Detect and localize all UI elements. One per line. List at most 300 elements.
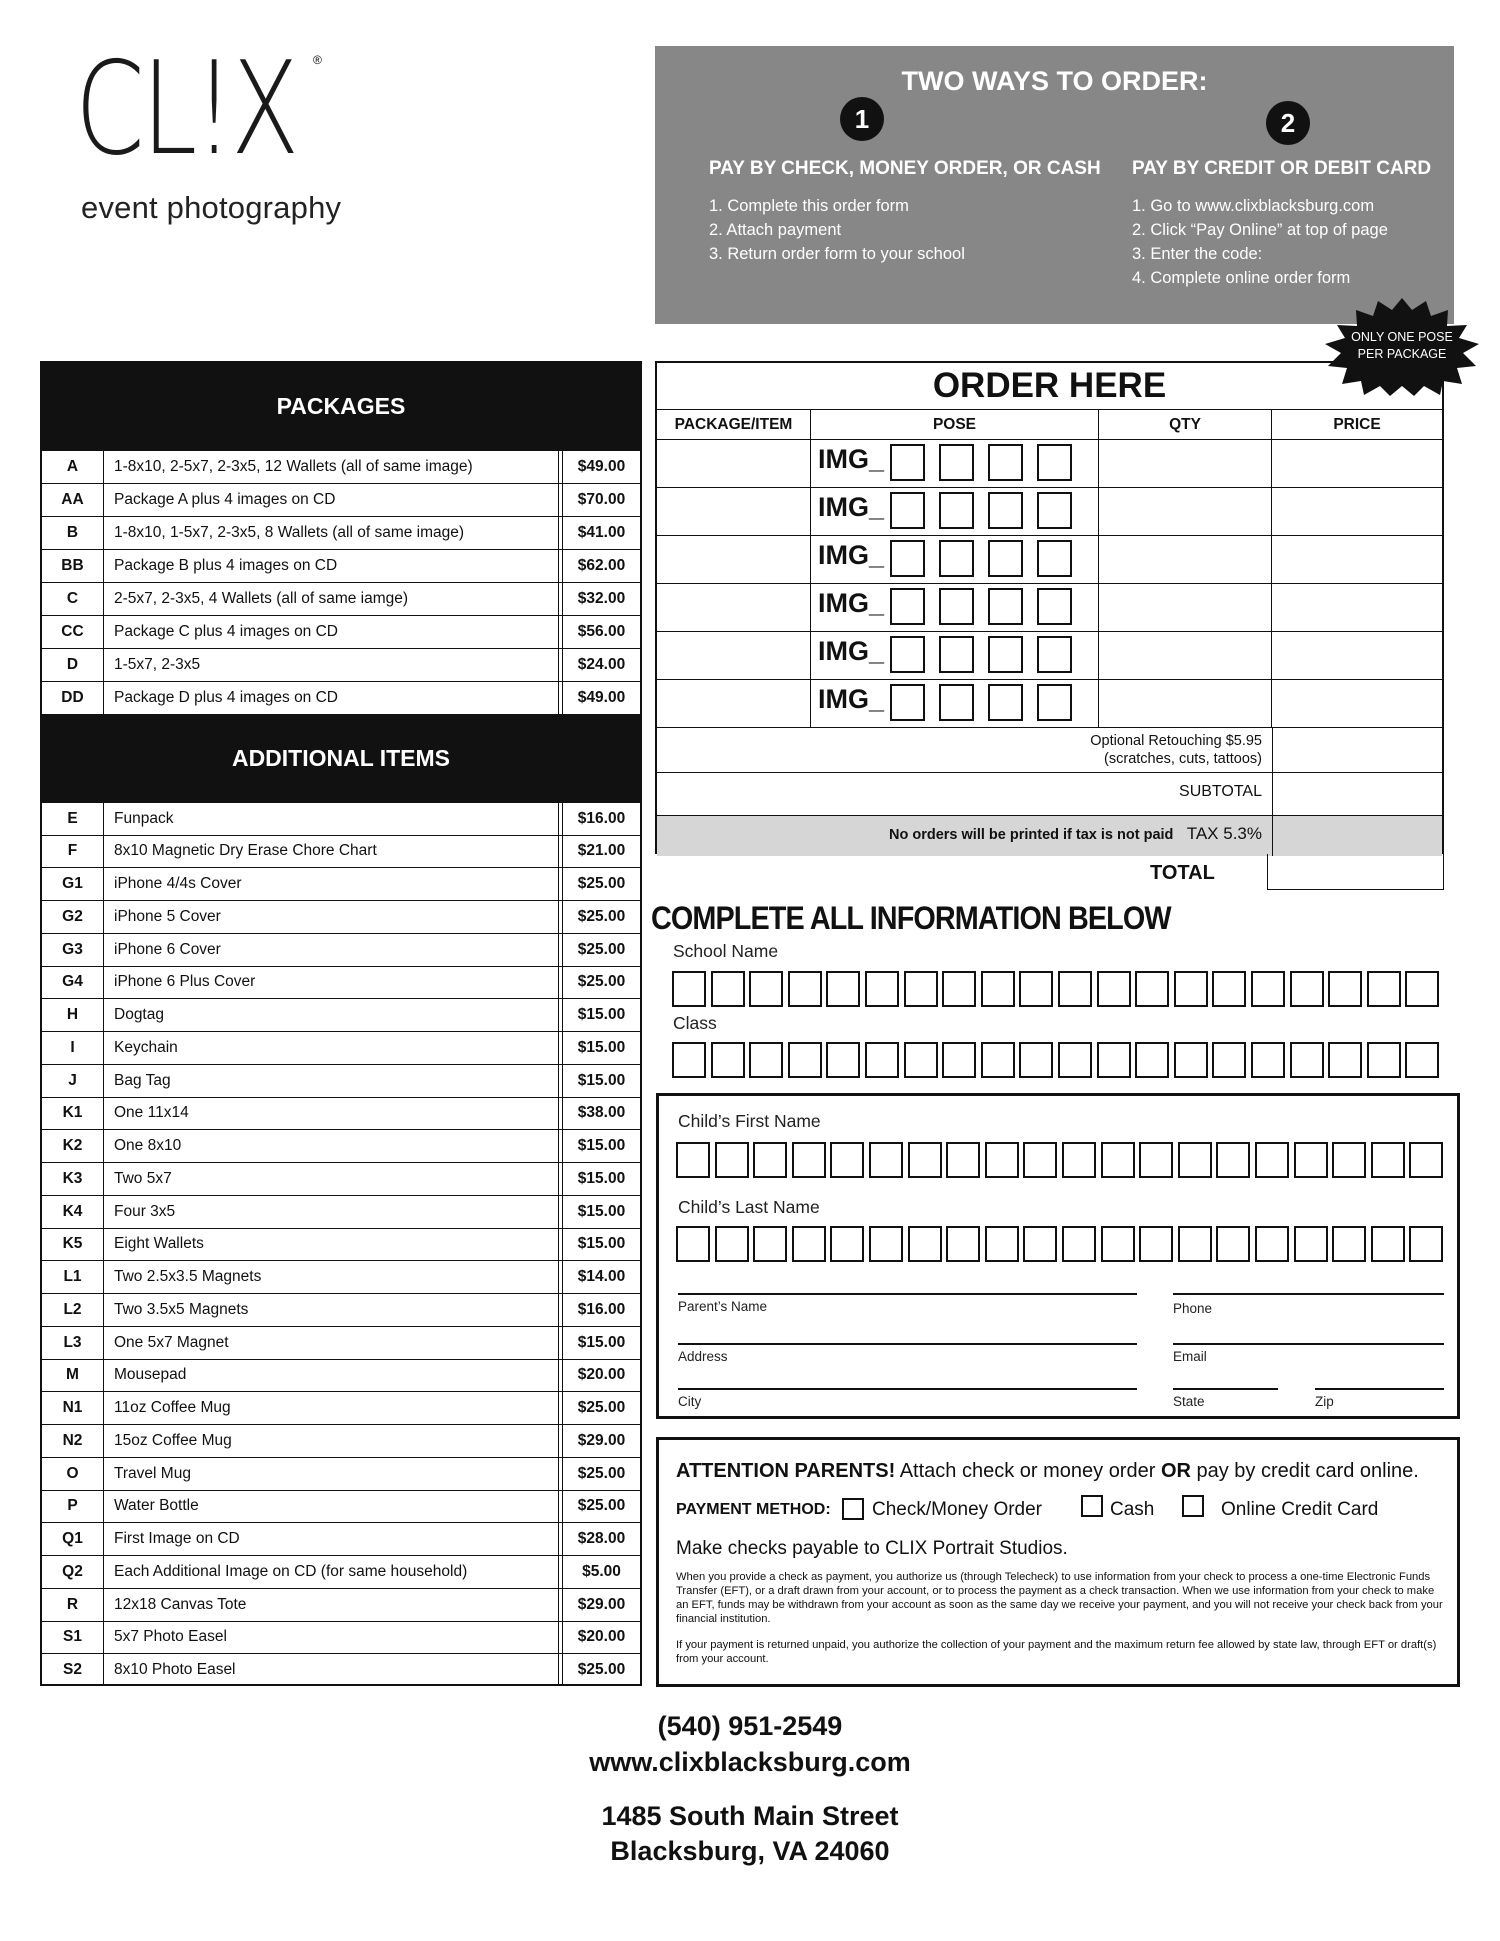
item-description: Four 3x5	[114, 1203, 176, 1220]
table-row	[42, 933, 640, 966]
pose-digit-box[interactable]	[890, 444, 925, 481]
table-row	[42, 1391, 640, 1424]
character-box[interactable]	[865, 1042, 899, 1078]
child-info-box	[656, 1093, 1460, 1419]
item-price: $15.00	[562, 1065, 640, 1097]
item-code: I	[42, 1032, 104, 1064]
character-box[interactable]	[985, 1142, 1019, 1178]
character-box[interactable]	[830, 1142, 864, 1178]
table-row	[42, 1097, 640, 1129]
table-row	[42, 582, 640, 615]
character-box[interactable]	[826, 971, 860, 1007]
pose-digit-box[interactable]	[1037, 540, 1072, 577]
character-box[interactable]	[1371, 1142, 1405, 1178]
class-label: Class	[673, 1013, 717, 1033]
item-price: $24.00	[562, 649, 640, 681]
character-box[interactable]	[1062, 1142, 1096, 1178]
img-prefix: IMG_	[818, 540, 885, 570]
character-box[interactable]	[1139, 1226, 1173, 1262]
cash-label: Cash	[1110, 1499, 1155, 1520]
character-box[interactable]	[1405, 971, 1439, 1007]
pose-digit-box[interactable]	[1037, 684, 1072, 721]
item-code: S1	[42, 1622, 104, 1653]
table-row	[42, 1555, 640, 1588]
item-description: Keychain	[114, 1039, 178, 1056]
email-label: Email	[1173, 1349, 1207, 1364]
checks-payable-text: Make checks payable to CLIX Portrait Studios.	[676, 1538, 1068, 1559]
item-price: $5.00	[562, 1556, 640, 1588]
character-box[interactable]	[942, 971, 976, 1007]
ways-title: TWO WAYS TO ORDER:	[901, 66, 1208, 96]
table-row	[42, 1588, 640, 1621]
character-box[interactable]	[792, 1142, 826, 1178]
item-price: $25.00	[562, 967, 640, 998]
character-box[interactable]	[1019, 971, 1053, 1007]
character-box[interactable]	[1294, 1226, 1328, 1262]
option-1-number: 1	[840, 97, 884, 141]
table-row	[42, 1195, 640, 1228]
character-box[interactable]	[1332, 1142, 1366, 1178]
character-box[interactable]	[1255, 1226, 1289, 1262]
order-row[interactable]	[657, 535, 1442, 583]
address-line[interactable]	[678, 1343, 1137, 1345]
pose-digit-box[interactable]	[988, 444, 1023, 481]
attention-heading	[676, 1460, 1419, 1483]
subtotal-row	[657, 772, 1442, 815]
character-box[interactable]	[1174, 1042, 1208, 1078]
table-row	[42, 1490, 640, 1522]
item-price: $25.00	[562, 1458, 640, 1490]
character-box[interactable]	[788, 1042, 822, 1078]
option-1-step: 2. Attach payment	[709, 221, 842, 239]
item-price: $15.00	[562, 999, 640, 1031]
character-box[interactable]	[1367, 1042, 1401, 1078]
item-code: B	[42, 517, 104, 549]
table-row	[42, 516, 640, 549]
attention-box	[656, 1437, 1460, 1687]
character-box[interactable]	[1371, 1226, 1405, 1262]
additional-items-heading: ADDITIONAL ITEMS	[42, 714, 640, 802]
pose-digit-box[interactable]	[1037, 444, 1072, 481]
character-box[interactable]	[1097, 1042, 1131, 1078]
table-row	[42, 1260, 640, 1293]
item-description: Bag Tag	[114, 1072, 171, 1089]
item-price: $15.00	[562, 1327, 640, 1359]
character-box[interactable]	[1135, 971, 1169, 1007]
last-name-label: Child’s Last Name	[678, 1197, 820, 1217]
option-2-step: 2. Click “Pay Online” at top of page	[1132, 221, 1388, 239]
item-price: $25.00	[562, 901, 640, 933]
info-title: COMPLETE ALL INFORMATION BELOW	[651, 900, 1171, 936]
option-2-step: 1. Go to www.clixblacksburg.com	[1132, 197, 1375, 215]
character-box[interactable]	[711, 971, 745, 1007]
item-description: Two 5x7	[114, 1170, 172, 1187]
item-price: $25.00	[562, 1491, 640, 1522]
eft-fine-print: When you provide a check as payment, you authorize us (through Telecheck) to use information from your check to process a one-time Electronic Funds Transfer (EFT), or a draft drawn from your account, or to process the payment as a check transaction. When we use information from your check to make an EFT, funds may be withdrawn from your account as soon as the same day we receive your payment, and you will not receive your check back from your financial institution.	[676, 1571, 1443, 1625]
option-1-step: 1. Complete this order form	[709, 197, 909, 215]
item-price: $49.00	[562, 451, 640, 483]
item-price: $38.00	[562, 1098, 640, 1129]
table-row	[42, 1293, 640, 1326]
pose-digit-box[interactable]	[890, 540, 925, 577]
item-description: Two 3.5x5 Magnets	[114, 1301, 249, 1318]
character-box[interactable]	[869, 1142, 903, 1178]
option-2-number: 2	[1266, 101, 1310, 145]
table-row	[42, 615, 640, 648]
packages-table	[40, 361, 642, 1686]
attention-text-1: Attach check or money order	[895, 1460, 1161, 1482]
item-code: K1	[42, 1098, 104, 1129]
character-box[interactable]	[1216, 1142, 1250, 1178]
table-row	[42, 1653, 640, 1686]
item-code: F	[42, 836, 104, 867]
item-price: $15.00	[562, 1229, 640, 1260]
table-row	[42, 966, 640, 998]
character-box[interactable]	[715, 1226, 749, 1262]
item-code: E	[42, 803, 104, 835]
img-prefix: IMG_	[818, 636, 885, 666]
item-code: N2	[42, 1425, 104, 1457]
character-box[interactable]	[1097, 971, 1131, 1007]
character-box[interactable]	[946, 1226, 980, 1262]
item-code: G1	[42, 868, 104, 900]
character-box[interactable]	[1409, 1142, 1443, 1178]
item-description: 1-5x7, 2-3x5	[114, 656, 201, 673]
character-box[interactable]	[830, 1226, 864, 1262]
tax-row	[657, 815, 1442, 856]
item-code: K3	[42, 1163, 104, 1195]
logo-mark: CL!X	[75, 35, 297, 184]
character-box[interactable]	[1328, 971, 1362, 1007]
item-code: CC	[42, 616, 104, 648]
character-box[interactable]	[792, 1226, 826, 1262]
item-code: L2	[42, 1294, 104, 1326]
character-box[interactable]	[1178, 1142, 1212, 1178]
item-price: $32.00	[562, 583, 640, 615]
character-box[interactable]	[749, 971, 783, 1007]
character-box[interactable]	[1216, 1226, 1250, 1262]
character-box[interactable]	[1294, 1142, 1328, 1178]
first-name-label: Child’s First Name	[678, 1111, 821, 1131]
pose-digit-box[interactable]	[988, 492, 1023, 529]
check-money-order-label: Check/Money Order	[872, 1499, 1043, 1520]
retouch-line-1: Optional Retouching $5.95	[1090, 733, 1262, 749]
table-row	[42, 681, 640, 714]
character-box[interactable]	[672, 1042, 706, 1078]
clix-logo	[75, 35, 375, 245]
character-box[interactable]	[1251, 971, 1285, 1007]
table-row	[42, 1424, 640, 1457]
item-description: One 8x10	[114, 1137, 182, 1154]
item-code: C	[42, 583, 104, 615]
character-box[interactable]	[676, 1226, 710, 1262]
retouch-text	[1090, 732, 1262, 768]
character-box[interactable]	[749, 1042, 783, 1078]
pose-digit-box[interactable]	[939, 588, 974, 625]
character-box[interactable]	[869, 1226, 903, 1262]
character-box[interactable]	[865, 971, 899, 1007]
character-box[interactable]	[1019, 1042, 1053, 1078]
pose-digit-box[interactable]	[1037, 636, 1072, 673]
item-description: Package C plus 4 images on CD	[114, 623, 339, 640]
character-box[interactable]	[1135, 1042, 1169, 1078]
character-box[interactable]	[1101, 1226, 1135, 1262]
item-description: 15oz Coffee Mug	[114, 1432, 232, 1449]
character-box[interactable]	[676, 1142, 710, 1178]
item-price: $49.00	[562, 682, 640, 714]
online-credit-card-checkbox[interactable]	[1182, 1495, 1204, 1517]
item-description: Water Bottle	[114, 1497, 199, 1514]
item-code: L3	[42, 1327, 104, 1359]
character-box[interactable]	[1367, 971, 1401, 1007]
character-box[interactable]	[1328, 1042, 1362, 1078]
returned-payment-fine-print: If your payment is returned unpaid, you authorize the collection of your payment and the maximum return fee allowed by state law, through EFT or draft(s) from your account.	[676, 1639, 1437, 1665]
character-box[interactable]	[1251, 1042, 1285, 1078]
pose-digit-box[interactable]	[939, 684, 974, 721]
total-field[interactable]	[1267, 854, 1444, 890]
tax-label: TAX 5.3%	[1186, 824, 1262, 843]
item-price: $62.00	[562, 550, 640, 582]
character-box[interactable]	[1139, 1142, 1173, 1178]
character-box[interactable]	[981, 1042, 1015, 1078]
pose-digit-box[interactable]	[1037, 588, 1072, 625]
order-row[interactable]	[657, 583, 1442, 631]
character-box[interactable]	[904, 971, 938, 1007]
character-box[interactable]	[1409, 1226, 1443, 1262]
item-price: $16.00	[562, 1294, 640, 1326]
item-description: 8x10 Magnetic Dry Erase Chore Chart	[114, 842, 377, 859]
character-box[interactable]	[1023, 1142, 1057, 1178]
character-box[interactable]	[981, 971, 1015, 1007]
pose-digit-box[interactable]	[1037, 492, 1072, 529]
attention-bold: ATTENTION PARENTS!	[676, 1460, 896, 1482]
item-description: 1-8x10, 1-5x7, 2-3x5, 8 Wallets (all of same image)	[114, 524, 465, 541]
item-code: D	[42, 649, 104, 681]
order-title: ORDER HERE	[932, 366, 1167, 405]
pose-digit-box[interactable]	[890, 684, 925, 721]
item-code: G2	[42, 901, 104, 933]
item-code: G3	[42, 934, 104, 966]
item-description: Package D plus 4 images on CD	[114, 689, 339, 706]
item-price: $25.00	[562, 1654, 640, 1686]
item-price: $41.00	[562, 517, 640, 549]
item-description: Package A plus 4 images on CD	[114, 491, 336, 508]
character-box[interactable]	[1212, 971, 1246, 1007]
pose-digit-box[interactable]	[939, 444, 974, 481]
item-description: One 5x7 Magnet	[114, 1334, 229, 1351]
table-row	[42, 835, 640, 867]
item-description: iPhone 5 Cover	[114, 908, 221, 925]
character-box[interactable]	[672, 971, 706, 1007]
item-description: Dogtag	[114, 1006, 164, 1023]
img-prefix: IMG_	[818, 492, 885, 522]
item-code: A	[42, 451, 104, 483]
item-code: H	[42, 999, 104, 1031]
item-description: 5x7 Photo Easel	[114, 1628, 227, 1645]
table-row	[42, 549, 640, 582]
table-row	[42, 483, 640, 516]
table-row	[42, 1064, 640, 1097]
item-description: One 11x14	[114, 1104, 189, 1121]
check-money-order-checkbox[interactable]	[842, 1498, 864, 1520]
table-row	[42, 450, 640, 483]
item-price: $29.00	[562, 1425, 640, 1457]
pose-digit-box[interactable]	[988, 636, 1023, 673]
table-row	[42, 802, 640, 835]
table-row	[42, 998, 640, 1031]
email-line[interactable]	[1173, 1343, 1444, 1345]
character-box[interactable]	[1174, 971, 1208, 1007]
item-code: DD	[42, 682, 104, 714]
item-price: $15.00	[562, 1130, 640, 1162]
order-row[interactable]	[657, 487, 1442, 535]
pose-digit-box[interactable]	[939, 492, 974, 529]
character-box[interactable]	[1290, 971, 1324, 1007]
character-box[interactable]	[1058, 1042, 1092, 1078]
img-prefix: IMG_	[818, 444, 885, 474]
item-code: AA	[42, 484, 104, 516]
character-box[interactable]	[1062, 1226, 1096, 1262]
attention-text-2: pay by credit card online.	[1190, 1460, 1419, 1482]
item-price: $16.00	[562, 803, 640, 835]
order-row[interactable]	[657, 439, 1442, 487]
character-box[interactable]	[1255, 1142, 1289, 1178]
item-price: $25.00	[562, 868, 640, 900]
state-label: State	[1173, 1394, 1205, 1409]
order-row[interactable]	[657, 679, 1442, 727]
item-description: iPhone 6 Plus Cover	[114, 973, 256, 990]
packages-heading: PACKAGES	[42, 363, 640, 450]
item-description: iPhone 4/4s Cover	[114, 875, 242, 892]
character-box[interactable]	[1212, 1042, 1246, 1078]
pose-digit-box[interactable]	[890, 588, 925, 625]
pose-digit-box[interactable]	[988, 684, 1023, 721]
item-description: First Image on CD	[114, 1530, 240, 1547]
retouch-line-2: (scratches, cuts, tattoos)	[1104, 751, 1262, 767]
item-description: Each Additional Image on CD (for same household)	[114, 1563, 468, 1580]
character-box[interactable]	[904, 1042, 938, 1078]
state-line[interactable]	[1173, 1388, 1278, 1390]
pose-digit-box[interactable]	[988, 588, 1023, 625]
item-description: Two 2.5x3.5 Magnets	[114, 1268, 262, 1285]
character-box[interactable]	[1058, 971, 1092, 1007]
item-description: Mousepad	[114, 1366, 187, 1383]
item-description: 12x18 Canvas Tote	[114, 1596, 247, 1613]
table-row	[42, 648, 640, 681]
item-price: $56.00	[562, 616, 640, 648]
option-1-step: 3. Return order form to your school	[709, 245, 965, 263]
character-box[interactable]	[1405, 1042, 1439, 1078]
item-code: L1	[42, 1261, 104, 1293]
character-box[interactable]	[753, 1142, 787, 1178]
attention-or: OR	[1160, 1460, 1191, 1482]
character-box[interactable]	[1023, 1226, 1057, 1262]
city-line[interactable]	[678, 1388, 1137, 1390]
character-box[interactable]	[753, 1226, 787, 1262]
character-box[interactable]	[715, 1142, 749, 1178]
footer-phone: (540) 951-2549	[657, 1711, 843, 1741]
pose-digit-box[interactable]	[939, 540, 974, 577]
item-price: $14.00	[562, 1261, 640, 1293]
phone-line[interactable]	[1173, 1293, 1444, 1295]
item-description: 11oz Coffee Mug	[114, 1399, 231, 1416]
item-description: Funpack	[114, 810, 174, 827]
pose-digit-box[interactable]	[890, 636, 925, 673]
item-description: Eight Wallets	[114, 1235, 204, 1252]
table-row	[42, 1621, 640, 1653]
address-label: Address	[678, 1349, 728, 1364]
order-row[interactable]	[657, 631, 1442, 679]
character-box[interactable]	[826, 1042, 860, 1078]
item-code: Q1	[42, 1523, 104, 1555]
item-code: J	[42, 1065, 104, 1097]
character-box[interactable]	[788, 971, 822, 1007]
item-code: P	[42, 1491, 104, 1522]
parent-name-line[interactable]	[678, 1293, 1137, 1295]
item-code: Q2	[42, 1556, 104, 1588]
character-box[interactable]	[908, 1226, 942, 1262]
item-code: O	[42, 1458, 104, 1490]
img-prefix: IMG_	[818, 684, 885, 714]
col-price: PRICE	[1272, 409, 1442, 439]
col-qty: QTY	[1099, 409, 1272, 439]
col-pose: POSE	[811, 409, 1099, 439]
table-row	[42, 1326, 640, 1359]
item-description: Package B plus 4 images on CD	[114, 557, 338, 574]
character-box[interactable]	[1101, 1142, 1135, 1178]
character-box[interactable]	[711, 1042, 745, 1078]
option-2-step: 3. Enter the code:	[1132, 245, 1263, 263]
burst-line-1: ONLY ONE POSE	[1351, 330, 1453, 344]
total-label: TOTAL	[1150, 862, 1215, 884]
parent-name-label: Parent’s Name	[678, 1299, 768, 1314]
character-box[interactable]	[946, 1142, 980, 1178]
table-row	[42, 1522, 640, 1555]
burst-text	[1322, 329, 1482, 363]
character-box[interactable]	[942, 1042, 976, 1078]
item-price: $15.00	[562, 1032, 640, 1064]
pose-digit-box[interactable]	[890, 492, 925, 529]
item-code: S2	[42, 1654, 104, 1686]
footer-website[interactable]: www.clixblacksburg.com	[589, 1747, 911, 1777]
item-code: BB	[42, 550, 104, 582]
phone-label: Phone	[1173, 1301, 1213, 1316]
tax-note: No orders will be printed if tax is not paid	[889, 827, 1174, 843]
footer-city: Blacksburg, VA 24060	[610, 1836, 890, 1866]
pose-digit-box[interactable]	[939, 636, 974, 673]
character-box[interactable]	[1332, 1226, 1366, 1262]
pose-digit-box[interactable]	[988, 540, 1023, 577]
col-package-item: PACKAGE/ITEM	[657, 409, 811, 439]
character-box[interactable]	[985, 1226, 1019, 1262]
item-code: G4	[42, 967, 104, 998]
character-box[interactable]	[1178, 1226, 1212, 1262]
item-description: 8x10 Photo Easel	[114, 1661, 236, 1678]
character-box[interactable]	[908, 1142, 942, 1178]
item-price: $25.00	[562, 1392, 640, 1424]
zip-line[interactable]	[1315, 1388, 1444, 1390]
table-row	[42, 900, 640, 933]
item-price: $29.00	[562, 1589, 640, 1621]
cash-checkbox[interactable]	[1081, 1495, 1103, 1517]
item-price: $70.00	[562, 484, 640, 516]
item-price: $15.00	[562, 1196, 640, 1228]
option-2-heading: PAY BY CREDIT OR DEBIT CARD	[1132, 158, 1432, 179]
item-price: $15.00	[562, 1163, 640, 1195]
table-row	[42, 1162, 640, 1195]
option-2-step: 4. Complete online order form	[1132, 269, 1351, 287]
character-box[interactable]	[1290, 1042, 1324, 1078]
